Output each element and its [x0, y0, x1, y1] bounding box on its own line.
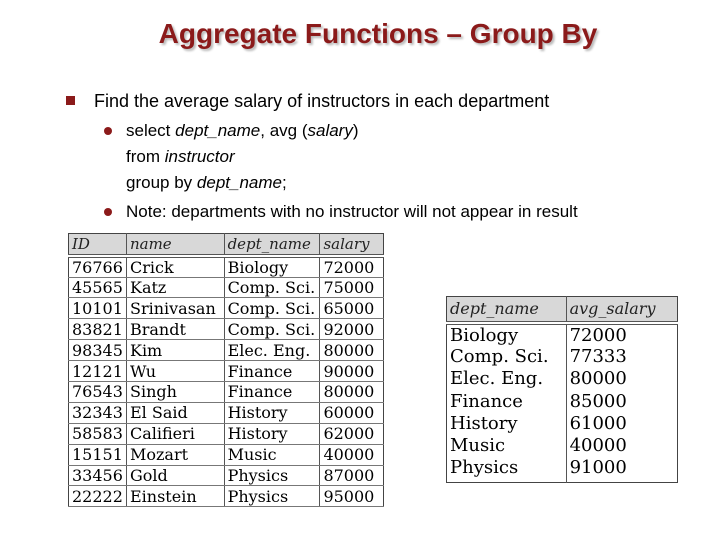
column-header-id: ID	[69, 234, 127, 256]
cell-dept-name: Finance	[447, 390, 567, 412]
cell-dept-name: Music	[447, 435, 567, 457]
cell-dept-name: History	[224, 423, 320, 444]
cell-id: 22222	[69, 486, 127, 507]
sql-close-paren: )	[352, 121, 359, 140]
instructor-header-row	[69, 234, 384, 256]
slide-title: Aggregate Functions – Group By	[158, 18, 598, 49]
sql-semicolon: ;	[281, 173, 287, 192]
sql-attr-salary: salary	[307, 121, 353, 140]
note-text: Note: departments with no instructor will not appear in result	[126, 202, 578, 221]
table-row	[447, 435, 678, 457]
cell-name: El Said	[126, 402, 224, 423]
cell-name: Kim	[126, 340, 224, 361]
cell-id: 45565	[69, 277, 127, 298]
cell-name: Crick	[126, 256, 224, 278]
cell-id: 33456	[69, 465, 127, 486]
sql-keyword-from: from	[126, 147, 160, 166]
table-row	[69, 402, 384, 423]
table-row	[447, 390, 678, 412]
result-table	[446, 296, 678, 483]
cell-salary: 60000	[320, 402, 384, 423]
cell-id: 12121	[69, 361, 127, 382]
cell-dept-name: Biology	[447, 323, 567, 346]
cell-id: 58583	[69, 423, 127, 444]
cell-avg-salary: 91000	[569, 456, 627, 478]
cell-dept-name: Finance	[224, 361, 320, 382]
cell-dept-name: Physics	[224, 465, 320, 486]
table-row	[69, 256, 384, 278]
cell-name: Gold	[126, 465, 224, 486]
cell-name: Singh	[126, 381, 224, 402]
cell-dept-name: Comp. Sci.	[224, 277, 320, 298]
cell-dept-name: Comp. Sci.	[224, 298, 320, 319]
cell-dept-name: Finance	[224, 381, 320, 402]
instructor-table-body	[69, 256, 384, 507]
round-bullet-icon	[104, 127, 112, 135]
sql-line-3	[126, 170, 359, 196]
cell-name: Brandt	[126, 319, 224, 340]
cell-salary: 80000	[320, 381, 384, 402]
cell-dept-name: Comp. Sci.	[224, 319, 320, 340]
sql-line-2	[126, 144, 359, 170]
table-row	[69, 319, 384, 340]
cell-avg-salary: 40000	[569, 435, 627, 457]
table-row	[69, 465, 384, 486]
cell-dept-name: History	[447, 412, 567, 434]
table-row	[69, 486, 384, 507]
cell-name: Katz	[126, 277, 224, 298]
cell-avg-salary: 72000	[569, 324, 627, 346]
column-header-dept-name: dept_name	[224, 234, 320, 256]
cell-dept-name: Biology	[224, 256, 320, 278]
cell-salary: 62000	[320, 423, 384, 444]
cell-dept-name: Music	[224, 444, 320, 465]
column-header-avg-salary: avg_salary	[566, 297, 677, 323]
sql-attr-dept-name: dept_name	[175, 121, 261, 140]
cell-salary: 72000	[320, 256, 384, 278]
sql-query	[126, 118, 359, 196]
cell-dept-name: Physics	[224, 486, 320, 507]
cell-dept-name: History	[224, 402, 320, 423]
cell-salary: 92000	[320, 319, 384, 340]
cell-dept-name: Comp. Sci.	[447, 346, 567, 368]
round-bullet-icon	[104, 208, 112, 216]
sql-attr-group-dept-name: dept_name	[196, 173, 282, 192]
table-row	[69, 423, 384, 444]
cell-salary: 95000	[320, 486, 384, 507]
sql-keyword-select: select	[126, 121, 171, 140]
cell-avg-salary: 80000	[569, 368, 627, 390]
cell-name: Wu	[126, 361, 224, 382]
table-row	[69, 444, 384, 465]
main-bullet-text: Find the average salary of instructors in each department	[94, 91, 550, 111]
instructor-table	[68, 233, 384, 507]
cell-dept-name: Elec. Eng.	[447, 368, 567, 390]
cell-avg-salary: 61000	[569, 413, 627, 435]
result-table-body	[447, 323, 678, 483]
table-row	[69, 361, 384, 382]
cell-dept-name: Physics	[447, 457, 567, 483]
result-header-row	[447, 297, 678, 323]
table-row	[447, 412, 678, 434]
cell-salary: 65000	[320, 298, 384, 319]
table-row	[69, 298, 384, 319]
table-row	[447, 457, 678, 483]
cell-salary: 75000	[320, 277, 384, 298]
table-row	[69, 381, 384, 402]
cell-salary: 90000	[320, 361, 384, 382]
cell-id: 76543	[69, 381, 127, 402]
cell-avg-salary: 77333	[569, 346, 627, 368]
column-header-name: name	[126, 234, 224, 256]
table-row	[447, 368, 678, 390]
cell-salary: 87000	[320, 465, 384, 486]
cell-dept-name: Elec. Eng.	[224, 340, 320, 361]
sql-relation-instructor: instructor	[164, 147, 235, 166]
cell-salary: 40000	[320, 444, 384, 465]
column-header-salary: salary	[320, 234, 384, 256]
table-row	[69, 340, 384, 361]
cell-id: 32343	[69, 402, 127, 423]
cell-id: 83821	[69, 319, 127, 340]
cell-salary: 80000	[320, 340, 384, 361]
sql-line-1	[126, 118, 359, 144]
cell-name: Califieri	[126, 423, 224, 444]
table-row	[447, 346, 678, 368]
sql-comma: ,	[260, 121, 270, 140]
cell-name: Einstein	[126, 486, 224, 507]
sql-open-paren: (	[297, 121, 308, 140]
cell-id: 10101	[69, 298, 127, 319]
column-header-dept-name: dept_name	[447, 297, 567, 323]
cell-name: Mozart	[126, 444, 224, 465]
table-row	[447, 323, 678, 346]
cell-id: 76766	[69, 256, 127, 278]
table-row	[69, 277, 384, 298]
cell-id: 15151	[69, 444, 127, 465]
cell-id: 98345	[69, 340, 127, 361]
square-bullet-icon	[66, 96, 75, 105]
sql-keyword-avg: avg	[269, 121, 298, 140]
cell-name: Srinivasan	[126, 298, 224, 319]
cell-avg-salary: 85000	[569, 390, 627, 412]
sql-keyword-group-by: group by	[126, 173, 193, 192]
